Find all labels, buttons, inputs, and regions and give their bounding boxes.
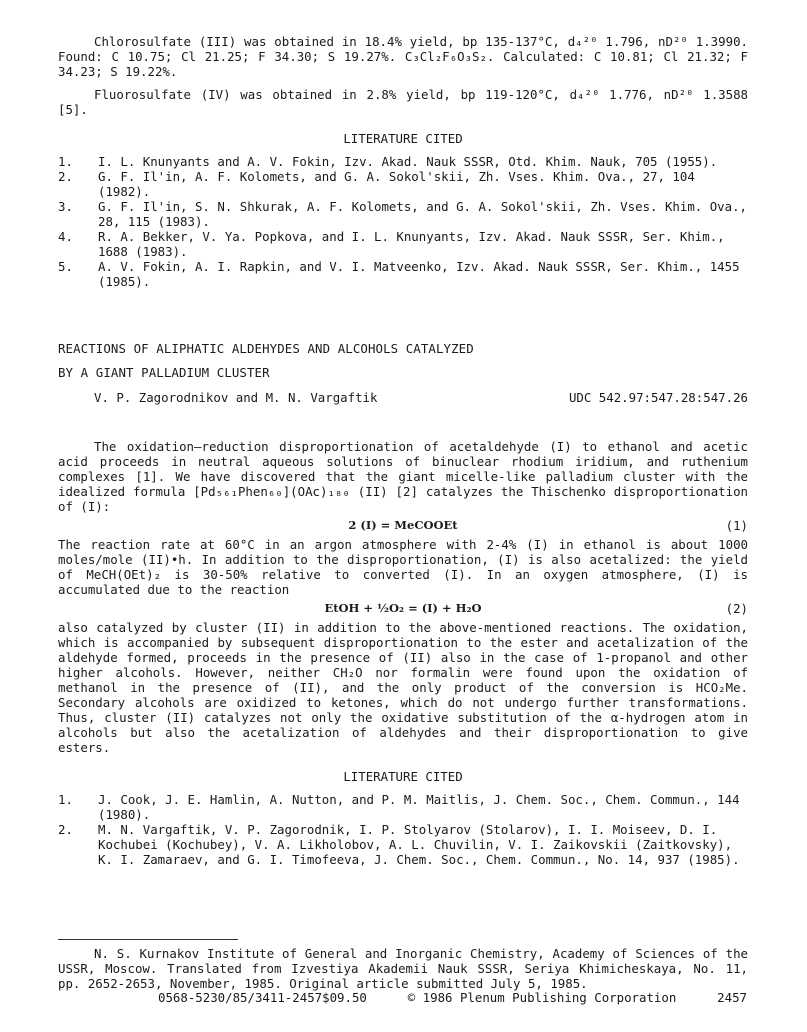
prev-para-fluorosulfate: Fluorosulfate (IV) was obtained in 2.8% yield, bp 119-120°C, d₄²⁰ 1.776, nD²⁰ 1.3588 [5]. (58, 87, 748, 117)
reference-number: 2. (58, 169, 73, 184)
reference-text: G. F. Il'in, S. N. Shkurak, A. F. Kolomets, and G. A. Sokol'skii, Zh. Vses. Khim. Ova., 28, 115 (1983). (98, 199, 748, 229)
footer-code: 0568-5230/85/3411-2457$09.50 (158, 990, 367, 1005)
reference-number: 3. (58, 199, 73, 214)
reference-text: A. V. Fokin, A. I. Rapkin, and V. I. Matveenko, Izv. Akad. Nauk SSSR, Ser. Khim., 1455 (1985). (98, 259, 740, 289)
footnote-rule (58, 939, 238, 940)
prev-para-chlorosulfate: Chlorosulfate (III) was obtained in 18.4% yield, bp 135-137°C, d₄²⁰ 1.796, nD²⁰ 1.3990. Found: C 10.75; Cl 21.25; F 34.30; S 19.27%. C₃Cl₂F₆O₃S₂. Calculated: C 10.81; Cl 21.32; F 34.23; S 19.22%. (58, 34, 748, 79)
footer-copyright: © 1986 Plenum Publishing Corporation (407, 990, 677, 1005)
equation-2-number: (2) (725, 601, 748, 616)
prev-lit-heading: LITERATURE CITED (343, 131, 463, 146)
article-reference-list (58, 792, 748, 867)
reference-item (58, 259, 748, 289)
footnote-affiliation: N. S. Kurnakov Institute of General and Inorganic Chemistry, Academy of Sciences of the USSR, Moscow. Translated from Izvestiya Akademii Nauk SSSR, Seriya Khimicheskaya, No. 11, pp. 2652-2653, November, 1985. Original article submitted July 5, 1985. (58, 946, 748, 991)
article-title-line-2: BY A GIANT PALLADIUM CLUSTER (58, 365, 270, 380)
reference-text: I. L. Knunyants and A. V. Fokin, Izv. Akad. Nauk SSSR, Otd. Khim. Nauk, 705 (1955). (98, 154, 718, 169)
article-para-oxidation: also catalyzed by cluster (II) in addition to the above-mentioned reactions. The oxidation, which is accompanied by subsequent disproportionation to the ester and acetalization of the aldehyde formed, proceeds in the presence of (II) also in the case of 1-propanol and other higher alcohols. However, neither CH₂O nor formalin were found upon the oxidation of methanol in the presence of (II), and the only product of the conversion is HCO₂Me. Secondary alcohols are oxidized to ketones, which do not undergo further transformations. Thus, cluster (II) catalyzes not only the oxidative substitution of the α-hydrogen atom in alcohols but also the acetalization of aldehydes and their disproportionation to give esters. (58, 620, 748, 755)
footnote (58, 946, 748, 991)
authors-row (58, 390, 748, 405)
article-title-line-1: REACTIONS OF ALIPHATIC ALDEHYDES AND ALCOHOLS CATALYZED (58, 341, 474, 356)
page-footer (158, 990, 747, 1005)
page-body (58, 34, 748, 991)
article-para-rate: The reaction rate at 60°C in an argon atmosphere with 2-4% (I) in ethanol is about 1000 moles/mole (II)•h. In addition to the disproportionation, (I) is also acetalized: the yield of MeCH(OEt)₂ is 30-50% relative to converted (I). In an oxygen atmosphere, (I) is accumulated due to the reaction (58, 537, 748, 597)
reference-number: 5. (58, 259, 73, 274)
reference-text: R. A. Bekker, V. Ya. Popkova, and I. L. Knunyants, Izv. Akad. Nauk SSSR, Ser. Khim., 1688 (1983). (98, 229, 725, 259)
reference-item (58, 792, 748, 822)
reference-item (58, 154, 748, 169)
udc-code: UDC 542.97:547.28:547.26 (568, 390, 748, 405)
equation-2 (58, 601, 748, 616)
prev-reference-list (58, 154, 748, 289)
reference-text: J. Cook, J. E. Hamlin, A. Nutton, and P. M. Maitlis, J. Chem. Soc., Chem. Commun., 144 (1980). (98, 792, 740, 822)
equation-1-number: (1) (725, 518, 748, 533)
reference-item (58, 199, 748, 229)
reference-item (58, 229, 748, 259)
reference-number: 4. (58, 229, 73, 244)
reference-item (58, 822, 748, 867)
equation-1 (58, 518, 748, 533)
reference-number: 1. (58, 792, 73, 807)
reference-text: M. N. Vargaftik, V. P. Zagorodnik, I. P. Stolyarov (Stolarov), I. I. Moiseev, D. I. Kochubei (Kochubey), V. A. Likholobov, A. L. Chuvilin, V. I. Zaikovskii (Zaitkovsky), K. I. Zamaraev, and G. I. Timofeeva, J. Chem. Soc., Chem. Commun., No. 14, 937 (1985). (98, 822, 740, 867)
reference-item (58, 169, 748, 199)
article-para-intro: The oxidation—reduction disproportionation of acetaldehyde (I) to ethanol and acetic acid proceeds in neutral aqueous solutions of binuclear rhodium iridium, and ruthenium complexes [1]. We have discovered that the giant micelle-like palladium cluster with the idealized formula [Pd₅₆₁Phen₆₀](OAc)₁₈₀ (II) [2] catalyzes the Thischenko disproportionation of (I): (58, 439, 748, 514)
equation-2-formula: EtOH + ½O₂ = (I) + H₂O (324, 601, 482, 615)
reference-text: G. F. Il'in, A. F. Kolomets, and G. A. Sokol'skii, Zh. Vses. Khim. Ova., 27, 104 (1982). (98, 169, 695, 199)
reference-number: 2. (58, 822, 73, 837)
page-number: 2457 (717, 990, 747, 1005)
reference-number: 1. (58, 154, 73, 169)
article-lit-heading: LITERATURE CITED (343, 769, 463, 784)
article-authors: V. P. Zagorodnikov and M. N. Vargaftik (94, 390, 378, 405)
equation-1-formula: 2 (I) = MeCOOEt (348, 518, 458, 532)
